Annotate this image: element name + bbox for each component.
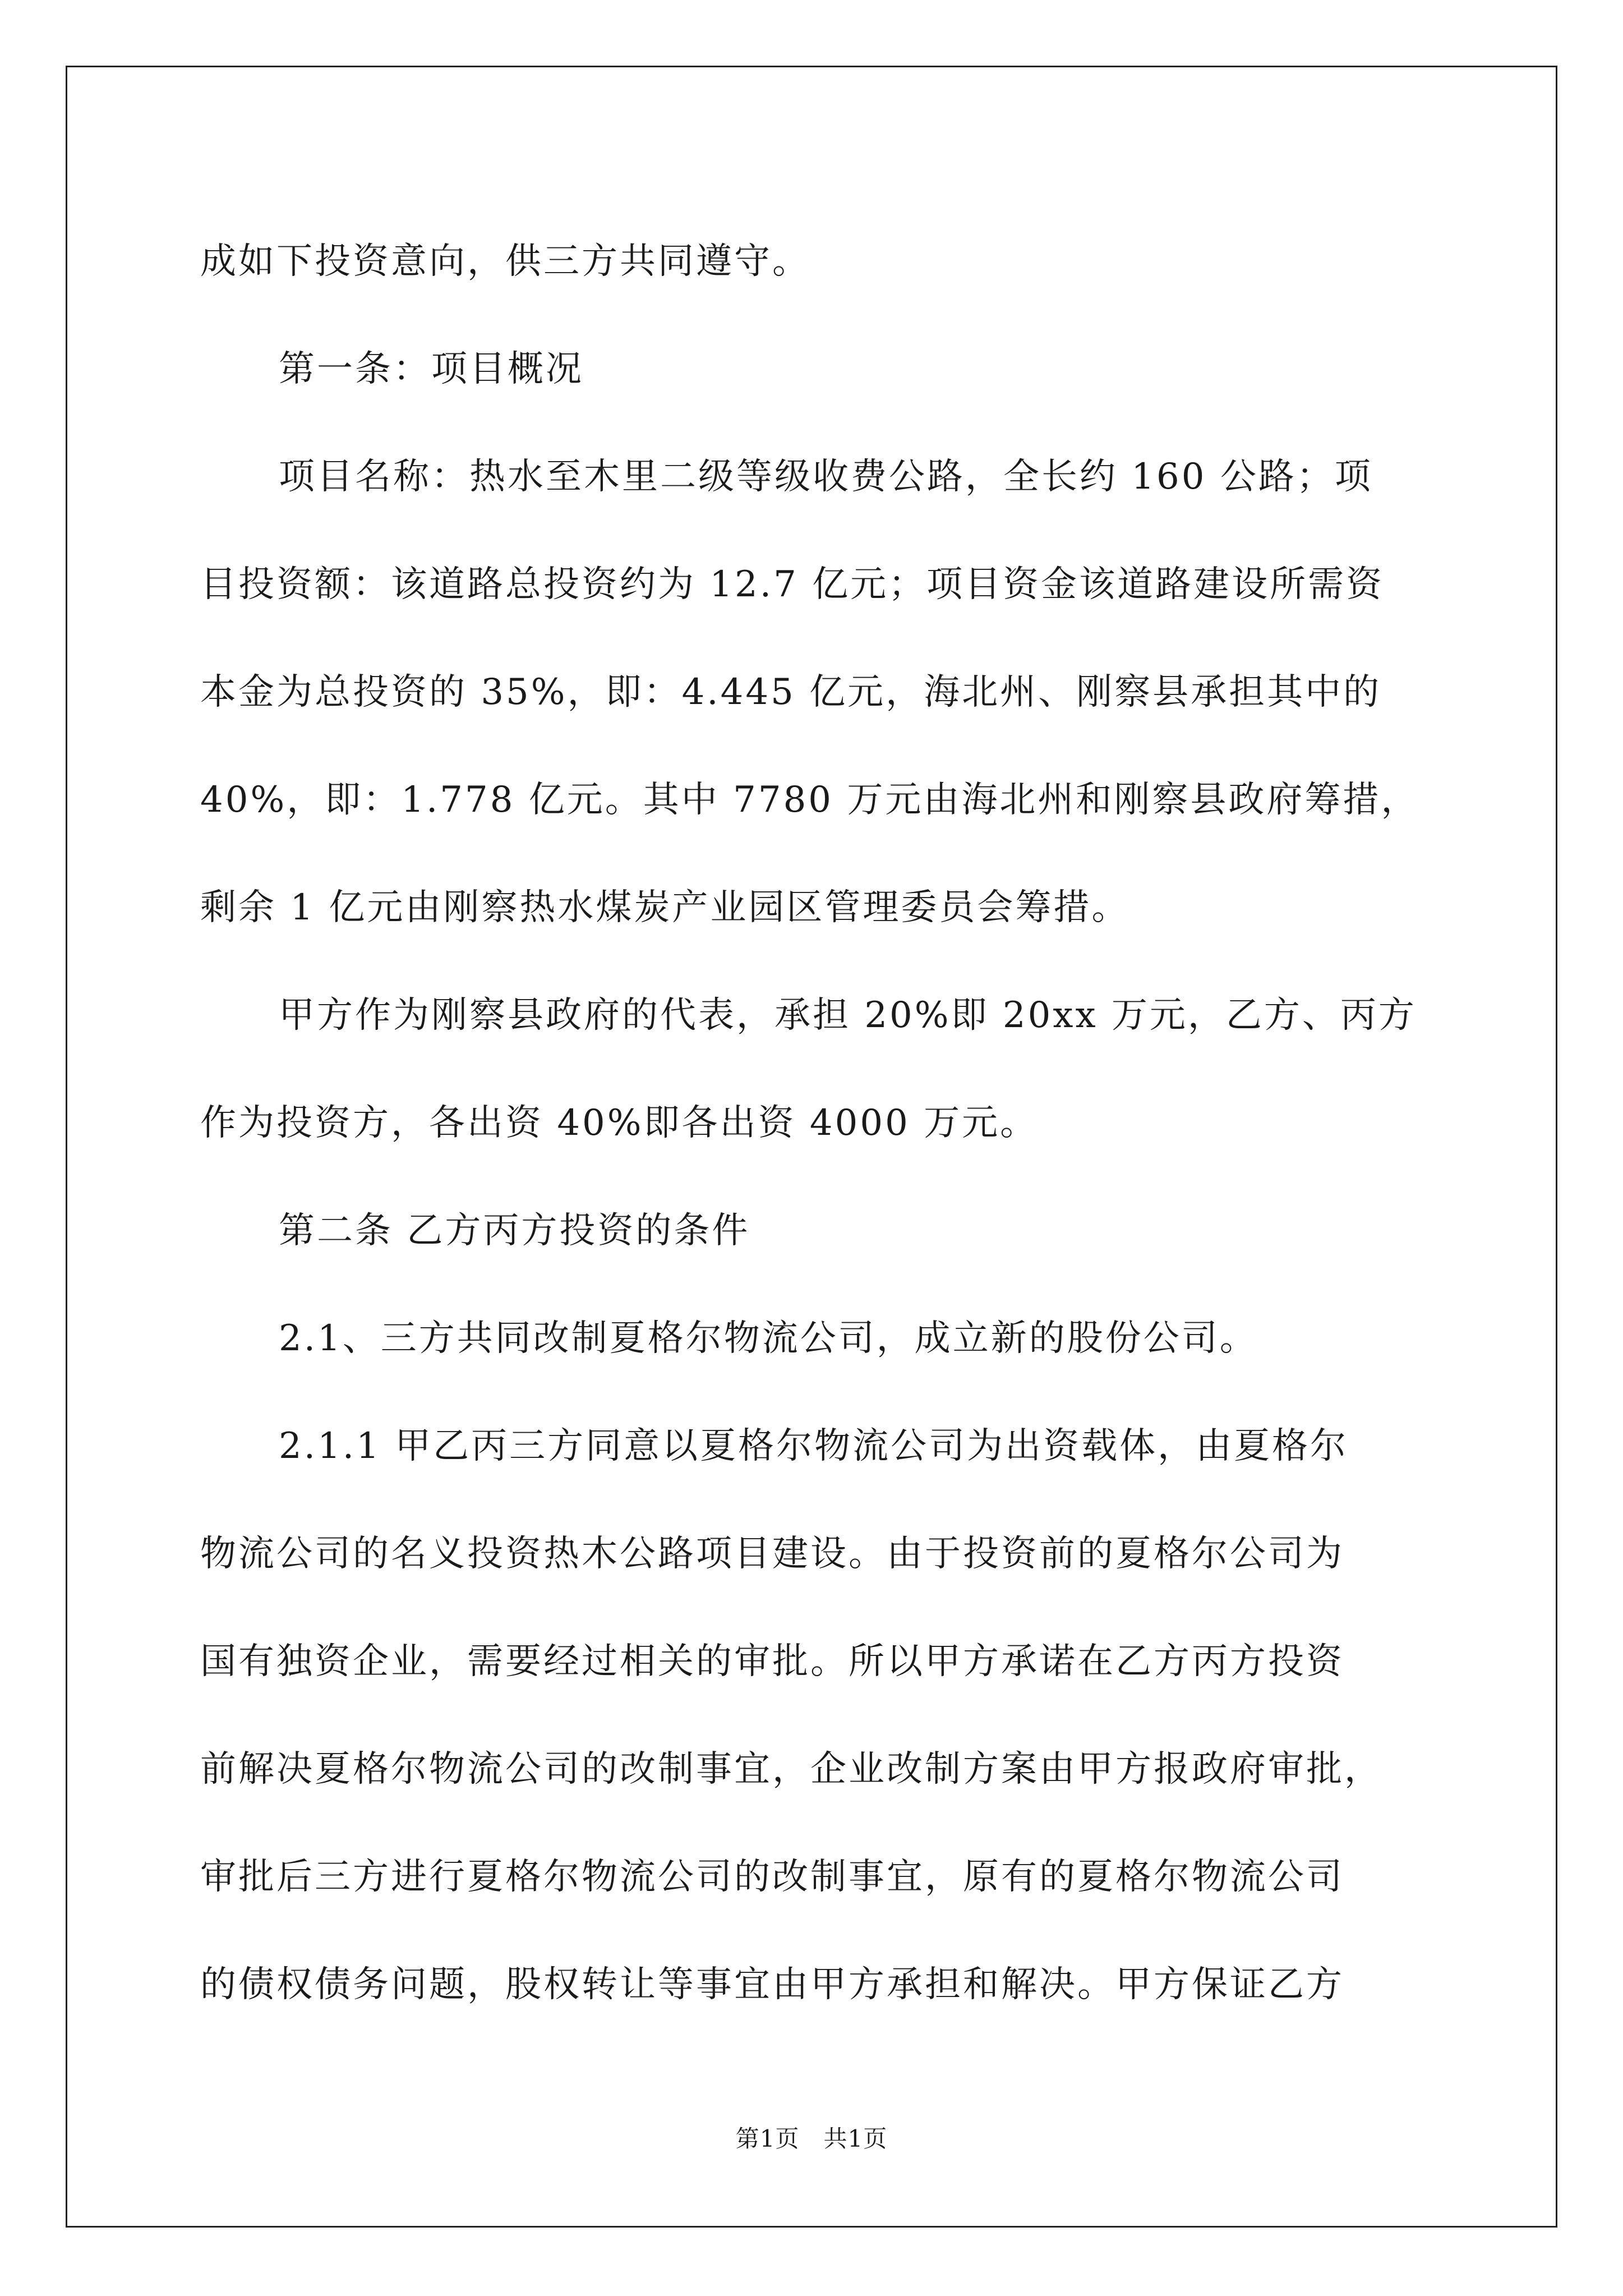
- text-line-14: 前解决夏格尔物流公司的改制事宜，企业改制方案由甲方报政府审批，: [200, 1749, 1382, 1790]
- text-line-2: 项目名称：热水至木里二级等级收费公路，全长约 160 公路；项: [279, 456, 1373, 498]
- text-line-0: 成如下投资意向，供三方共同遵守。: [200, 241, 810, 282]
- text-line-7: 甲方作为刚察县政府的代表，承担 20%即 20xx 万元，乙方、丙方: [279, 995, 1417, 1036]
- page-number-footer: 第1页 共1页: [735, 2125, 888, 2152]
- text-line-15: 审批后三方进行夏格尔物流公司的改制事宜，原有的夏格尔物流公司: [200, 1856, 1344, 1898]
- text-line-6: 剩余 1 亿元由刚察热水煤炭产业园区管理委员会筹措。: [200, 887, 1130, 928]
- section-heading-1: 第一条：项目概况: [279, 348, 584, 390]
- text-line-8: 作为投资方，各出资 40%即各出资 4000 万元。: [200, 1102, 1039, 1144]
- document-body: [200, 208, 1445, 2039]
- section-heading-2: 第二条 乙方丙方投资的条件: [279, 1210, 750, 1251]
- text-line-13: 国有独资企业，需要经过相关的审批。所以甲方承诺在乙方丙方投资: [200, 1641, 1344, 1682]
- clause-2-1-1: 2.1.1 甲乙丙三方同意以夏格尔物流公司为出资载体，由夏格尔: [279, 1425, 1349, 1467]
- clause-2-1: 2.1、三方共同改制夏格尔物流公司，成立新的股份公司。: [279, 1318, 1258, 1359]
- text-line-3: 目投资额：该道路总投资约为 12.7 亿元；项目资金该道路建设所需资: [200, 564, 1385, 605]
- text-line-5: 40%，即：1.778 亿元。其中 7780 万元由海北州和刚察县政府筹措，: [200, 779, 1419, 821]
- text-line-16: 的债权债务问题，股权转让等事宜由甲方承担和解决。甲方保证乙方: [200, 1964, 1344, 2005]
- text-line-4: 本金为总投资的 35%，即：4.445 亿元，海北州、刚察县承担其中的: [200, 671, 1382, 713]
- text-line-12: 物流公司的名义投资热木公路项目建设。由于投资前的夏格尔公司为: [200, 1533, 1344, 1575]
